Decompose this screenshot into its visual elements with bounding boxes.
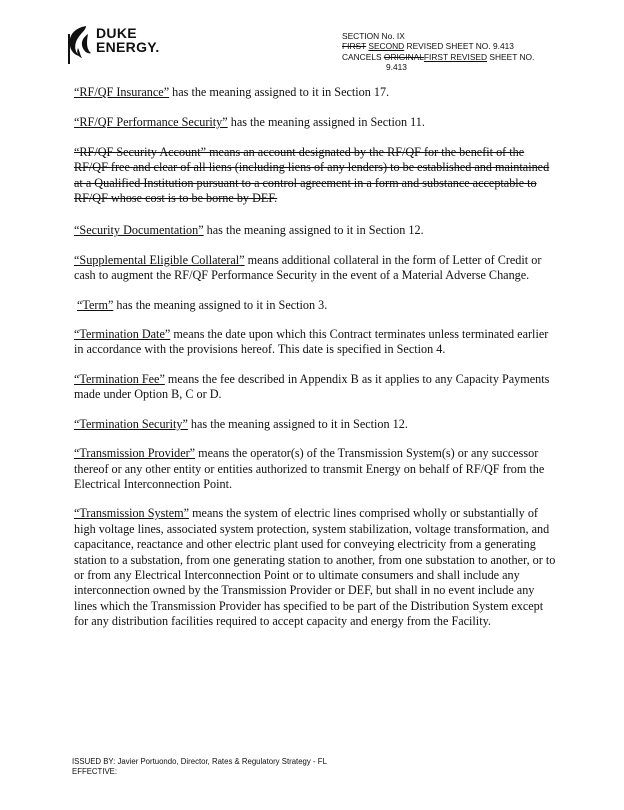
cancels-struck-text: ORIGINAL — [383, 51, 424, 62]
definition-term: “Termination Fee” — [74, 371, 165, 386]
definition-supplemental-eligible-collateral — [74, 253, 558, 284]
sheet-header — [342, 31, 612, 73]
definition-text: means an account designated by the RF/QF for the benefit of the RF/QF free and clear of all liens (including liens of any lenders) to be established and maintained at a Qualified Institution pursuant to a control agreement in a form and substance acceptable to RF/QF whose cost is to be borne by DEF. — [74, 144, 550, 206]
definition-term: “RF/QF Performance Security” — [74, 115, 228, 130]
definition-security-documentation — [74, 223, 558, 238]
definition-text: means the operator(s) of the Transmission System(s) or any successor thereof or any other entity or entities authorized to transmit Energy on behalf of RF/QF from the Electrical Interconnection Point. — [74, 446, 545, 491]
definition-termination-fee — [74, 372, 558, 403]
definition-termination-date — [74, 327, 558, 358]
revision-change-bar — [68, 34, 70, 64]
definition-text: has the meaning assigned to it in Section 12. — [203, 223, 424, 238]
logo-wordmark — [96, 26, 160, 54]
cancels-line — [342, 52, 612, 62]
logo-line-duke: DUKE — [96, 25, 137, 41]
sheet-rest-text: REVISED SHEET NO. 9.413 — [404, 41, 514, 52]
cancels-sheet-number: 9.413 — [386, 62, 407, 73]
definition-term: “Transmission Provider” — [74, 446, 196, 461]
definition-rfqf-insurance — [74, 85, 558, 100]
logo-line-energy: ENERGY. — [96, 39, 160, 55]
definition-rfqf-security-account-deleted — [74, 145, 558, 207]
cancels-prefix: CANCELS — [342, 51, 384, 62]
definition-term: “RF/QF Insurance” — [74, 85, 170, 99]
definitions-body — [74, 85, 558, 630]
duke-energy-logo — [62, 22, 172, 70]
sheet-struck-text: FIRST — [342, 41, 367, 52]
definition-term: “Termination Security” — [74, 416, 188, 431]
definition-term-term — [74, 298, 558, 313]
definition-term: “Term” — [77, 297, 114, 312]
section-number: SECTION No. IX — [342, 31, 405, 41]
definition-text: has the meaning assigned to it in Section 3. — [113, 297, 328, 312]
definition-rfqf-performance-security — [74, 115, 558, 130]
issued-by: ISSUED BY: Javier Portuondo, Director, Rates & Regulatory Strategy - FL — [72, 757, 327, 766]
definition-term: “Transmission System” — [74, 506, 190, 521]
issuance-footer — [72, 757, 327, 777]
definition-text: means additional collateral in the form of Letter of Credit or cash to augment the RF/QF Performance Security in the event of a Material Adverse Change. — [74, 252, 542, 283]
sheet-inserted-text: SECOND — [368, 41, 405, 52]
effective-date: EFFECTIVE: — [72, 767, 118, 776]
cancels-rest-text: SHEET NO. — [487, 51, 535, 62]
definition-termination-security — [74, 417, 558, 432]
definition-text: has the meaning assigned to it in Section 17. — [169, 85, 390, 99]
cancels-inserted-text: FIRST REVISED — [423, 51, 488, 62]
sheet-revision — [342, 41, 612, 51]
definition-text: means the fee described in Appendix B as it applies to any Capacity Payments made under Option B, C or D. — [74, 371, 550, 402]
definition-term: “RF/QF Security Account” — [74, 144, 207, 159]
definition-term: “Supplemental Eligible Collateral” — [74, 252, 245, 267]
definition-term: “Termination Date” — [74, 327, 171, 342]
definition-term: “Security Documentation” — [74, 223, 204, 238]
definition-text: has the meaning assigned in Section 11. — [227, 115, 425, 130]
definition-text: means the date upon which this Contract terminates unless terminated earlier in accordance with the provisions hereof. This date is specified in Section 4. — [74, 327, 549, 357]
definition-text: means the system of electric lines comprised wholly or substantially of high voltage lines, associated system protection, system stabilization, voltage transformation, and capacitance, reactance and other electric plant used for conveying electricity from a generating station to a substation, from one generating station to another, from one substation to another, or to or from any Electrical Interconnection Point or to ultimate consumers and shall include any interconnection owned by the Transmission Provider or DEF, but shall in no event include any lines which the Transmission Provider has specified to be part of the Distribution System except for any distribution facilities required to accept capacity and energy from the Facility. — [74, 506, 556, 629]
definition-transmission-provider — [74, 446, 558, 492]
definition-transmission-system — [74, 506, 558, 629]
definition-text: has the meaning assigned to it in Section 12. — [187, 416, 408, 431]
